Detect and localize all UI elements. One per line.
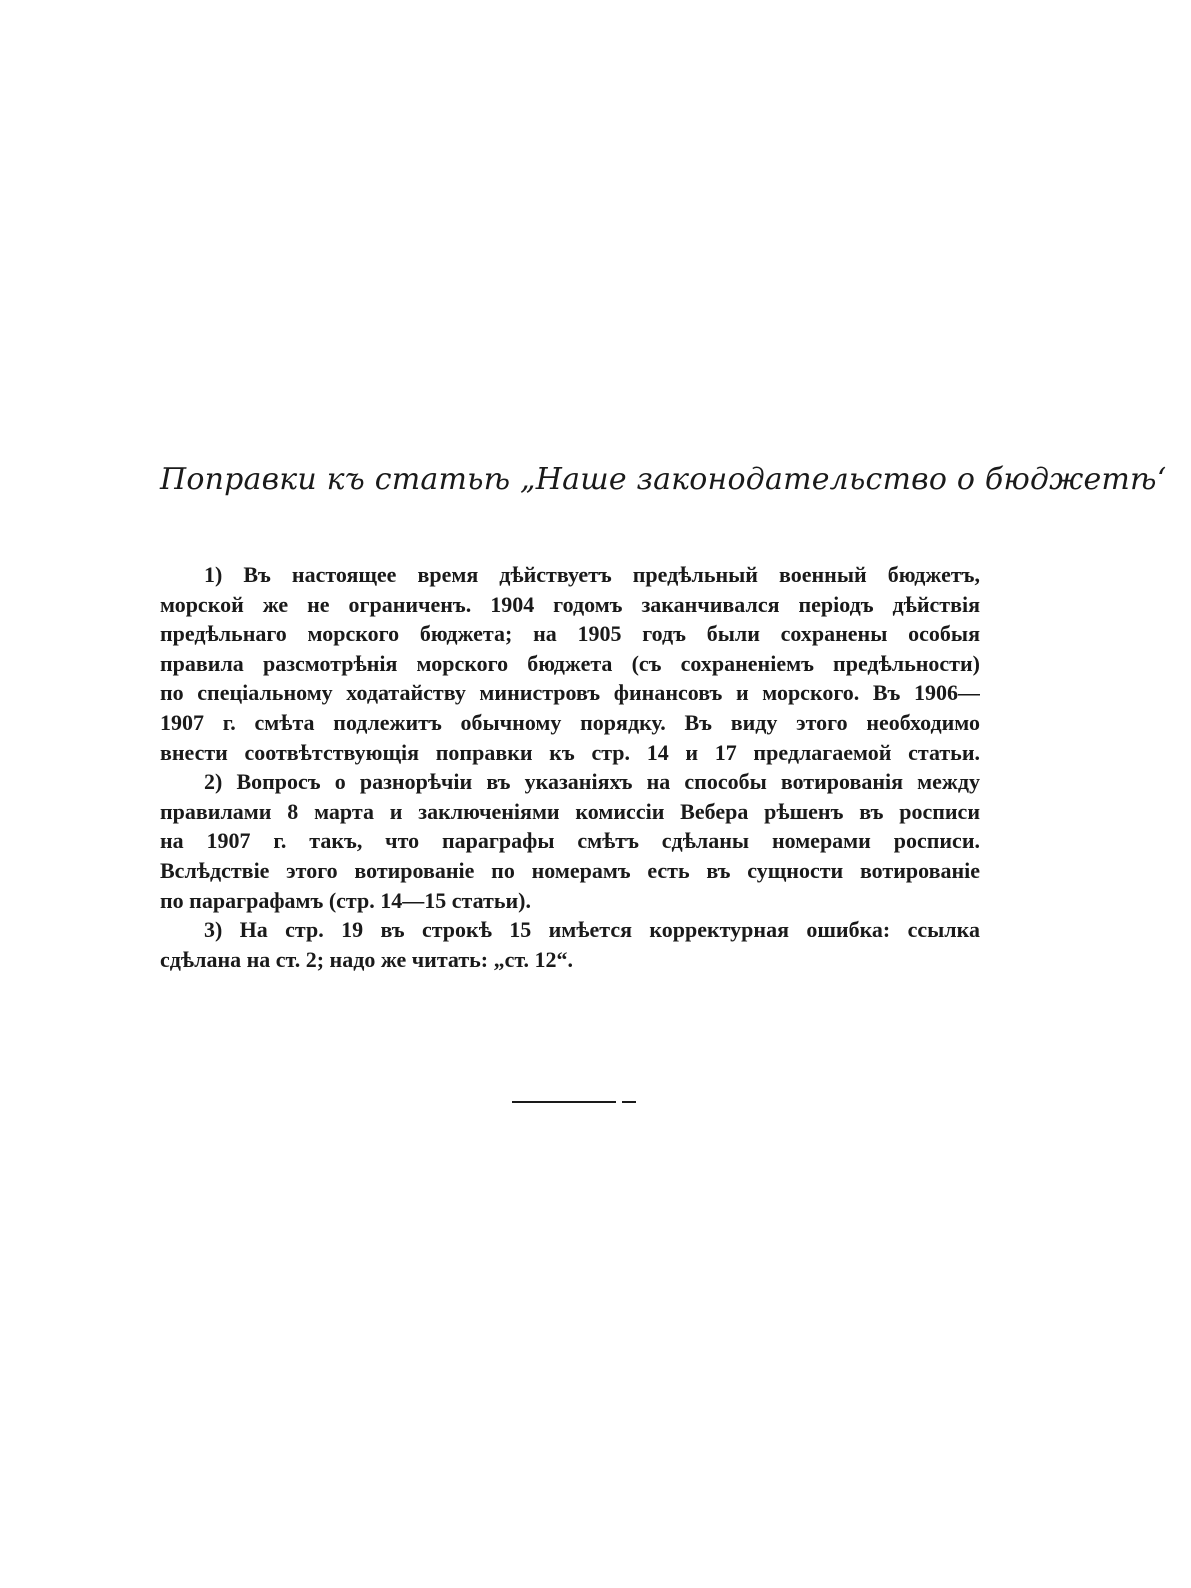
paragraph-3 (160, 915, 980, 974)
end-rule (512, 1101, 616, 1103)
text-line: 1907 г. смѣта подлежитъ обычному порядку. Въ виду этого необходимо (160, 709, 980, 735)
text-line: правилами 8 марта и заключеніями комиссіи Вебера рѣшенъ въ росписи (160, 798, 980, 824)
text-line: по параграфамъ (стр. 14—15 статьи). (160, 887, 531, 913)
text-line: 1) Въ настоящее время дѣйствуетъ предѣльный военный бюджетъ, (204, 562, 980, 587)
text-line: 2) Вопросъ о разнорѣчіи въ указаніяхъ на способы вотированія между (204, 769, 980, 795)
text-line: морской же не ограниченъ. 1904 годомъ заканчивался періодъ дѣйствія (160, 591, 980, 617)
corrections-body (160, 560, 980, 974)
text-line: сдѣлана на ст. 2; надо же читать: „ст. 12“. (160, 946, 574, 972)
paragraph-2 (160, 767, 980, 915)
corrections-heading: Поправки къ статьѣ „Наше законодательство о бюджетѣ‘ (160, 462, 1167, 497)
paragraph-1 (160, 560, 980, 767)
end-rule-dash (622, 1101, 636, 1103)
text-line: по спеціальному ходатайству министровъ финансовъ и морского. Въ 1906— (160, 680, 980, 706)
text-line: внести соотвѣтствующія поправки къ стр. 14 и 17 предлагаемой статьи. (160, 739, 980, 765)
text-line: правила разсмотрѣнія морского бюджета (съ сохраненіемъ предѣльности) (160, 650, 980, 676)
text-line: Вслѣдствіе этого вотированіе по номерамъ есть въ сущности вотированіе (160, 857, 980, 883)
text-line: предѣльнаго морского бюджета; на 1905 годъ были сохранены особыя (160, 621, 980, 647)
text-line: на 1907 г. такъ, что параграфы смѣтъ сдѣланы номерами росписи. (160, 828, 980, 854)
text-line: 3) На стр. 19 въ строкѣ 15 имѣется корректурная ошибка: ссылка (204, 917, 980, 943)
